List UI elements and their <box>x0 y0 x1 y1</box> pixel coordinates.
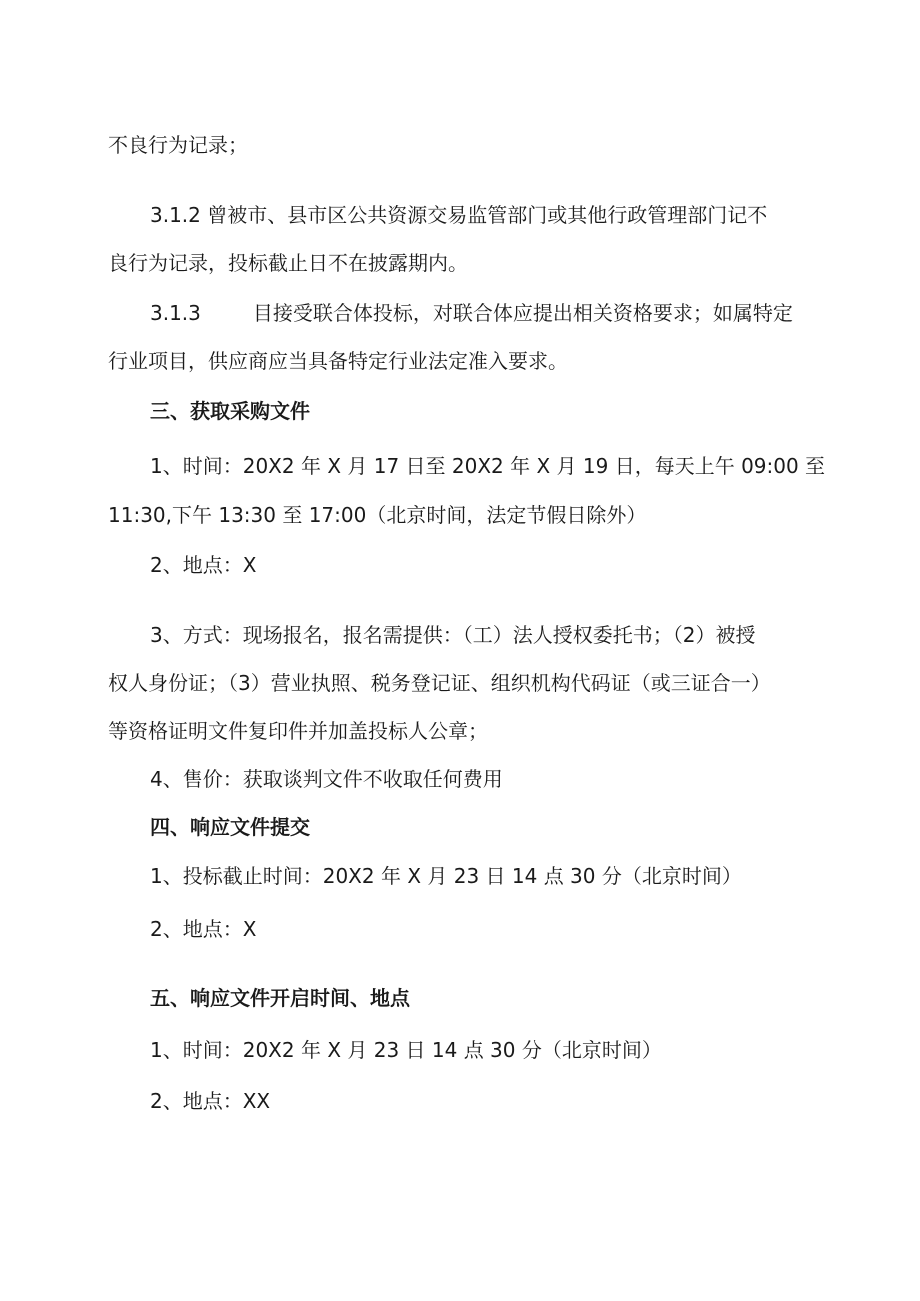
section-heading-3: 三、获取采购文件 <box>150 399 310 423</box>
paragraph-line: 行业项目，供应商应当具备特定行业法定准入要求。 <box>108 349 568 373</box>
paragraph-line: 良行为记录，投标截止日不在披露期内。 <box>108 251 468 275</box>
item-time: 1、时间：20X2 年 X 月 17 日至 20X2 年 X 月 19 日，每天上午 09:00 至 <box>150 454 826 478</box>
paragraph-line: 11:30,下午 13:30 至 17:00（北京时间，法定节假日除外） <box>108 503 647 527</box>
clause-number: 3.1.3 <box>150 301 201 325</box>
clause-3-1-3 <box>150 300 793 326</box>
item-location: 2、地点：X <box>150 917 257 941</box>
clause-3-1-2: 3.1.2 曾被市、县市区公共资源交易监管部门或其他行政管理部门记不 <box>150 203 768 227</box>
section-heading-5: 五、响应文件开启时间、地点 <box>150 986 410 1010</box>
item-open-time: 1、时间：20X2 年 X 月 23 日 14 点 30 分（北京时间） <box>150 1038 662 1062</box>
paragraph-line: 等资格证明文件复印件并加盖投标人公章； <box>108 719 488 743</box>
item-open-location: 2、地点：XX <box>150 1089 271 1113</box>
section-heading-4: 四、响应文件提交 <box>150 815 310 839</box>
paragraph-line: 权人身份证；（3）营业执照、税务登记证、组织机构代码证（或三证合一） <box>108 671 771 695</box>
item-deadline: 1、投标截止时间：20X2 年 X 月 23 日 14 点 30 分（北京时间） <box>150 864 742 888</box>
item-method: 3、方式：现场报名，报名需提供：（工）法人授权委托书；（2）被授 <box>150 623 756 647</box>
item-price: 4、售价：获取谈判文件不收取任何费用 <box>150 767 503 791</box>
item-location: 2、地点：X <box>150 553 257 577</box>
clause-text: 目接受联合体投标，对联合体应提出相关资格要求；如属特定 <box>252 301 793 325</box>
paragraph-line: 不良行为记录； <box>108 133 248 157</box>
